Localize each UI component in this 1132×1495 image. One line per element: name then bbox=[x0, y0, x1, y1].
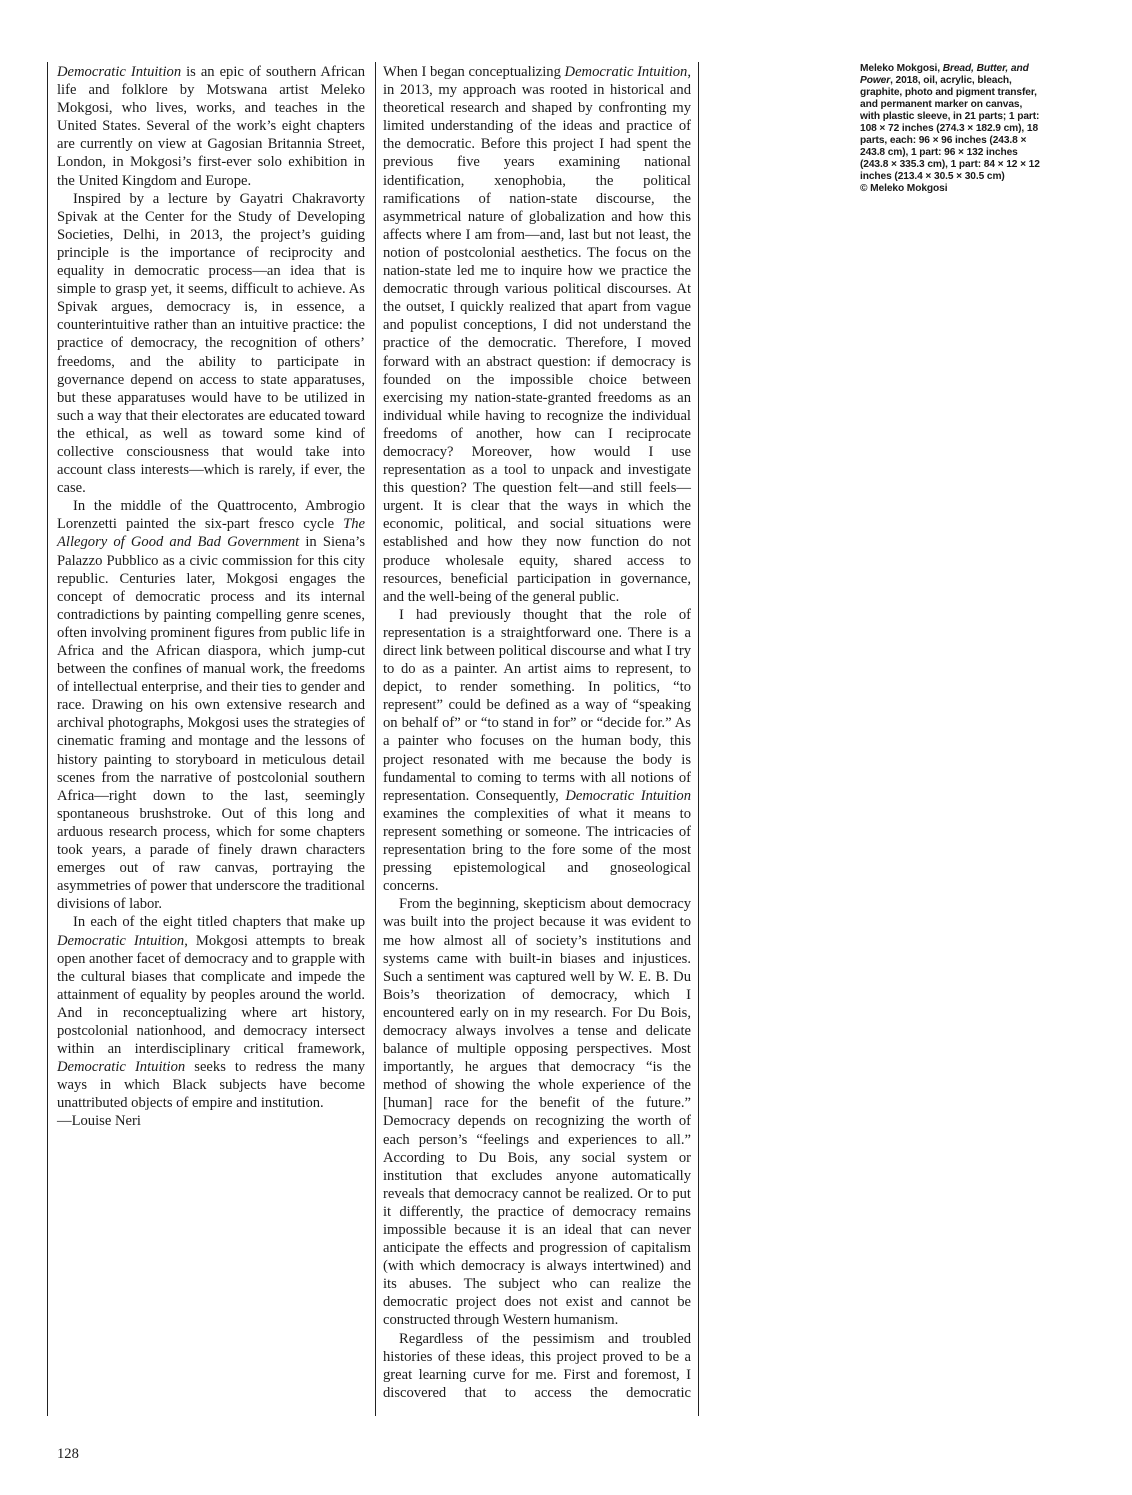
italic-title: Democratic Intuition bbox=[57, 64, 182, 80]
italic-title: The Allegory of Good and Bad Government bbox=[57, 516, 365, 551]
caption-artist: Meleko Mokgosi, bbox=[860, 63, 943, 74]
paragraph bbox=[383, 63, 691, 606]
paragraph bbox=[383, 895, 691, 1329]
text-run: in Siena’s Palazzo Pubblico as a civic commission for this city republic. Centuries later, Mokgosi engages the concept of democratic process and its internal contradictions by painting compelling genre scenes, often involving prominent figures from public life in Africa and the African diaspora, which jump-cut between the confines of manual work, the freedoms of intellectual enterprise, and their ties to gender and race. Drawing on his own extensive research and archival photographs, Mokgosi uses the strategies of cinematic framing and montage and the lessons of history painting to storyboard in meticulous detail scenes from the narrative of postcolonial southern Africa—right down to the last, seemingly spontaneous brushstroke. Out of this long and arduous research process, which for some chapters took years, a parade of finely drawn characters emerges out of raw canvas, portraying the asymmetries of power that underscore the traditional divisions of labor. bbox=[57, 534, 366, 913]
text-run: Regardless of the pessimism and troubled histories of these ideas, this project proved to be a great learning curve for me. First and foremost, I discovered that to access the democratic bbox=[383, 1330, 691, 1401]
column-rule-right bbox=[698, 62, 699, 1416]
caption-credit: © Meleko Mokgosi bbox=[860, 183, 948, 194]
text-run: When I began conceptualizing bbox=[383, 64, 565, 80]
column-rule-left bbox=[47, 62, 48, 1416]
text-run: In each of the eight titled chapters that make up bbox=[73, 914, 365, 931]
author-signature: —Louise Neri bbox=[57, 1113, 141, 1130]
caption-title: Bread, Butter, and Power bbox=[860, 63, 1029, 86]
image-caption bbox=[860, 63, 1040, 195]
italic-title: Democratic Intuition bbox=[565, 787, 691, 804]
text-run: examines the complexities of what it means to represent something or someone. The intricacies of representation bring to the fore some of the most pressing epistemological and gnoseological concerns. bbox=[383, 805, 691, 895]
caption-details: , 2018, oil, acrylic, bleach, graphite, photo and pigment transfer, and permanent marker on canvas, with plastic sleeve, in 21 parts; 1 part: 108 × 72 inches (274.3 × 182.9 cm), 18 parts, each: 96 × 96 inches (243.8 × 243.8 cm), 1 part: 96 × 132 inches (243.8 × 335.3 cm), 1 part: 84 × 12 × 12 inches (213.4 × 30.5 × 30.5 cm) bbox=[860, 75, 1040, 182]
text-run: From the beginning, skepticism about democracy was built into the project because it was evident to me how almost all of society’s institutions and systems came with built-in biases and injustices. Such a sentiment was captured well by W. E. B. Du Bois’s theorization of democracy, which I encountered early on in my research. For Du Bois, democracy always involves a tense and delicate balance of multiple opposing perspectives. Most importantly, he argues that democracy “is the method of showing the whole experience of the [human] race for the benefit of the future.” Democracy depends on recognizing the worth of each person’s “feelings and experiences to all.” According to Du Bois, any social system or institution that excludes anyone automatically reveals that democracy cannot be realized. Or to put it differently, the practice of democracy remains impossible because it is an ideal that can never anticipate the effects and progression of capitalism (with which democracy is always intertwined) and its abuses. The subject who can realize the democratic project does not exist and cannot be constructed through Western humanism. bbox=[383, 896, 691, 1329]
italic-title: Democratic Intuition bbox=[57, 932, 185, 949]
text-run: seeks to redress the many ways in which Black subjects have become unattributed objects of empire and institution. bbox=[57, 1059, 365, 1112]
paragraph bbox=[57, 913, 365, 1112]
essay-column-left bbox=[57, 63, 365, 1131]
text-run: is an epic of southern African life and folklore by Motswana artist Meleko Mokgosi, who lives, works, and teaches in the United States. Several of the work’s eight chapters are currently on view at Gagosian Britannia Street, London, in Mokgosi’s first-ever solo exhibition in the United Kingdom and Europe. bbox=[57, 64, 365, 189]
italic-title: Democratic Intuition bbox=[57, 1059, 186, 1076]
paragraph bbox=[57, 497, 365, 913]
text-run: In the middle of the Quattrocento, Ambrogio Lorenzetti painted the six-part fresco cycle bbox=[57, 498, 365, 533]
page-number: 128 bbox=[57, 1446, 79, 1462]
column-rule-middle bbox=[375, 62, 376, 1416]
italic-title: Democratic Intuition bbox=[564, 64, 688, 80]
text-run: Inspired by a lecture by Gayatri Chakravorty Spivak at the Center for the Study of Developing Societies, Delhi, in 2013, the project’s guiding principle is the importance of reciprocity and equality in democratic process—an idea that is simple to grasp yet, it seems, difficult to achieve. As Spivak argues, democracy is, in essence, a counterintuitive rather than an intuitive practice: the practice of democracy, the recognition of others’ freedoms, and the ability to participate in governance depend on access to state apparatuses, but these apparatuses would have to be utilized in such a way that their electorates are educated toward the ethical, as well as toward some kind of collective consciousness that would take into account class interests—which is rarely, if ever, the case. bbox=[57, 190, 365, 497]
text-run: , in 2013, my approach was rooted in historical and theoretical research and shaped by confronting my limited understanding of the ideas and practice of the democratic. Before this project I had spent the previous five years examining national identification, xenophobia, the political ramifications of nation-state discourse, the asymmetrical nature of globalization and how this affects where I am from—and, last but not least, the notion of postcolonial aesthetics. The focus on the nation-state led me to inquire how we practice the democratic through various political discourses. At the outset, I quickly realized that apart from vague and populist conceptions, I did not understand the practice of the democratic. Therefore, I moved forward with an abstract question: if democracy is founded on the impossible choice between exercising my nation-state-granted freedoms as an individual while having to recognize the individual freedoms of another, how can I reciprocate democracy? Moreover, how would I use representation as a tool to unpack and investigate this question? The question felt—and still feels—urgent. It is clear that the ways in which the economic, political, and social situations were established and how they now function do not produce wholesale equity, shared access to resources, beneficial participation in governance, and the well-being of the general public. bbox=[383, 64, 691, 605]
text-run: , Mokgosi attempts to break open another facet of democracy and to grapple with the cultural biases that complicate and impede the attainment of equality by peoples around the world. And in reconceptualizing where art history, postcolonial nationhood, and democracy intersect within an interdisciplinary critical framework, bbox=[57, 932, 365, 1058]
paragraph bbox=[383, 606, 691, 896]
paragraph bbox=[57, 190, 365, 498]
paragraph bbox=[383, 1330, 691, 1402]
text-run: I had previously thought that the role of representation is a straightforward one. There is a direct link between political discourse and what I try to do as a painter. An artist aims to represent, to depict, to render something. In politics, “to represent” could be defined as a way of “speaking on behalf of” or “to stand in for” or “decide for.” As a painter who focuses on the human body, this project resonated with me because the body is fundamental to coming to terms with all notions of representation. Consequently, bbox=[383, 606, 691, 804]
paragraph bbox=[57, 63, 365, 190]
essay-column-right bbox=[383, 63, 691, 1402]
